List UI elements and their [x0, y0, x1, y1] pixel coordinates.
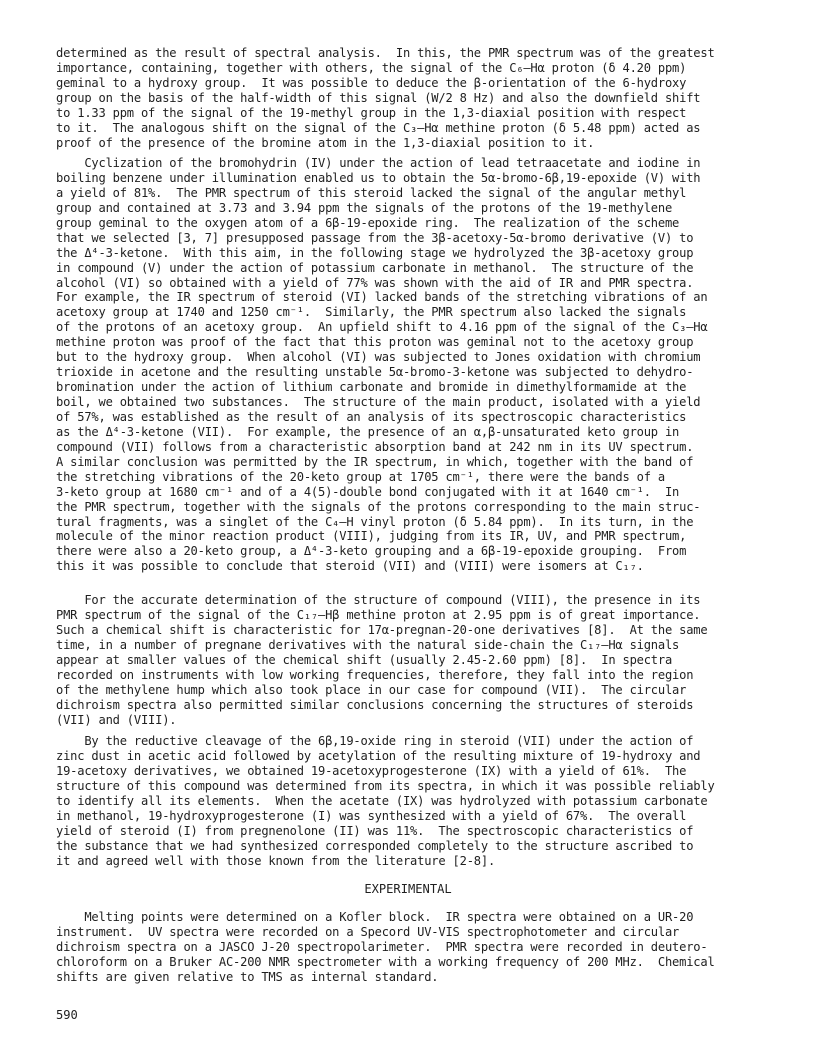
text-line: bromination under the action of lithium carbonate and bromide in dimethylformamide at the [56, 380, 687, 395]
text-line: but to the hydroxy group. When alcohol (VI) was subjected to Jones oxidation with chromium [56, 350, 701, 365]
text-line: proof of the presence of the bromine atom in the 1,3-diaxial position to it. [56, 135, 595, 150]
paragraph-spectral-analysis [56, 46, 760, 151]
text-line: compound (VII) follows from a characteristic absorption band at 242 nm in its UV spectrum. [56, 439, 694, 454]
text-line: group on the basis of the half-width of this signal (W/2 8 Hz) and also the downfield shift [56, 90, 701, 105]
text-line: determined as the result of spectral analysis. In this, the PMR spectrum was of the greatest [56, 46, 715, 60]
text-line: alcohol (VI) so obtained with a yield of 77% was shown with the aid of IR and PMR spectra. [56, 275, 694, 290]
text-line: the PMR spectrum, together with the signals of the protons corresponding to the main struc- [56, 499, 701, 514]
text-line: geminal to a hydroxy group. It was possible to deduce the β-orientation of the 6-hydroxy [56, 75, 687, 90]
text-line: to identify all its elements. When the acetate (IX) was hydrolyzed with potassium carbonate [56, 793, 708, 808]
text-line: time, in a number of pregnane derivatives with the natural side-chain the C₁₇–Hα signals [56, 637, 680, 652]
text-line: chloroform on a Bruker AC-200 NMR spectrometer with a working frequency of 200 MHz. Chemical [56, 954, 715, 969]
text-line: group and contained at 3.73 and 3.94 ppm the signals of the protons of the 19-methylene [56, 200, 673, 215]
text-line: shifts are given relative to TMS as internal standard. [56, 969, 439, 984]
text-line: to it. The analogous shift on the signal of the C₃–Hα methine proton (δ 5.48 ppm) acted as [56, 120, 701, 135]
text-line: the Δ⁴-3-ketone. With this aim, in the following stage we hydrolyzed the 3β-acetoxy group [56, 245, 694, 260]
text-line: Cyclization of the bromohydrin (IV) under the action of lead tetraacetate and iodine in [56, 156, 701, 170]
page-number: 590 [56, 1008, 78, 1022]
text-line: methine proton was proof of the fact that this proton was geminal not to the acetoxy group [56, 335, 694, 350]
text-line: zinc dust in acetic acid followed by acetylation of the resulting mixture of 19-hydroxy and [56, 748, 701, 763]
text-line: a yield of 81%. The PMR spectrum of this steroid lacked the signal of the angular methyl [56, 185, 687, 200]
text-line: For the accurate determination of the structure of compound (VIII), the presence in its [56, 593, 701, 607]
text-line: in methanol, 19-hydroxyprogesterone (I) was synthesized with a yield of 67%. The overall [56, 808, 687, 823]
text-line: of the protons of an acetoxy group. An upfield shift to 4.16 ppm of the signal of the C₃–Hα [56, 320, 708, 335]
text-line: molecule of the minor reaction product (VIII), judging from its IR, UV, and PMR spectrum, [56, 529, 687, 544]
paragraph-cyclization [56, 156, 760, 574]
text-line: recorded on instruments with low working frequencies, therefore, they fall into the region [56, 667, 694, 682]
text-line: yield of steroid (I) from pregnenolone (II) was 11%. The spectroscopic characteristics of [56, 823, 694, 838]
text-line: PMR spectrum of the signal of the C₁₇–Hβ methine proton at 2.95 ppm is of great importance. [56, 607, 701, 622]
text-line: it and agreed well with those known from the literature [2-8]. [56, 853, 496, 868]
text-line: of 57%, was established as the result of an analysis of its spectroscopic characteristics [56, 409, 687, 424]
text-line: to 1.33 ppm of the signal of the 19-methyl group in the 1,3-diaxial position with respect [56, 105, 687, 120]
text-line: structure of this compound was determined from its spectra, in which it was possible reliably [56, 778, 715, 793]
text-line: the stretching vibrations of the 20-keto group at 1705 cm⁻¹, there were the bands of a [56, 469, 665, 484]
text-line: of the methylene hump which also took place in our case for compound (VII). The circular [56, 682, 687, 697]
text-line: 19-acetoxy derivatives, we obtained 19-acetoxyprogesterone (IX) with a yield of 61%. The [56, 763, 687, 778]
section-heading-experimental: EXPERIMENTAL [364, 882, 452, 896]
text-line: boil, we obtained two substances. The structure of the main product, isolated with a yield [56, 395, 701, 409]
text-line: A similar conclusion was permitted by the IR spectrum, in which, together with the band of [56, 454, 694, 469]
text-line: in compound (V) under the action of potassium carbonate in methanol. The structure of the [56, 260, 694, 275]
text-line: Such a chemical shift is characteristic for 17α-pregnan-20-one derivatives [8]. At the same [56, 622, 708, 637]
text-line: tural fragments, was a singlet of the C₄–H vinyl proton (δ 5.84 ppm). In its turn, in the [56, 514, 694, 529]
text-line: instrument. UV spectra were recorded on a Specord UV-VIS spectrophotometer and circular [56, 924, 680, 939]
text-line: dichroism spectra on a JASCO J-20 spectropolarimeter. PMR spectra were recorded in deutero- [56, 939, 708, 954]
text-line: trioxide in acetone and the resulting unstable 5α-bromo-3-ketone was subjected to dehydro- [56, 365, 694, 380]
text-line: as the Δ⁴-3-ketone (VII). For example, the presence of an α,β-unsaturated keto group in [56, 424, 680, 439]
text-line: Melting points were determined on a Kofler block. IR spectra were obtained on a UR-20 [56, 910, 694, 924]
text-line: the substance that we had synthesized corresponded completely to the structure ascribed to [56, 838, 694, 853]
text-line: importance, containing, together with others, the signal of the C₆–Hα proton (δ 4.20 ppm) [56, 60, 687, 75]
text-line: dichroism spectra also permitted similar conclusions concerning the structures of steroids [56, 697, 694, 712]
text-line: (VII) and (VIII). [56, 712, 177, 727]
paragraph-accurate-determination [56, 593, 760, 727]
text-line: this it was possible to conclude that steroid (VII) and (VIII) were isomers at C₁₇. [56, 559, 644, 574]
text-line: By the reductive cleavage of the 6β,19-oxide ring in steroid (VII) under the action of [56, 734, 694, 748]
text-line: there were also a 20-keto group, a Δ⁴-3-keto grouping and a 6β-19-epoxide grouping. From [56, 544, 687, 559]
paragraph-reductive-cleavage [56, 734, 760, 868]
text-line: 3-keto group at 1680 cm⁻¹ and of a 4(5)-double bond conjugated with it at 1640 cm⁻¹. In [56, 484, 680, 499]
text-line: acetoxy group at 1740 and 1250 cm⁻¹. Similarly, the PMR spectrum also lacked the signals [56, 305, 687, 320]
text-line: appear at smaller values of the chemical shift (usually 2.45-2.60 ppm) [8]. In spectra [56, 652, 673, 667]
paragraph-experimental [56, 910, 760, 985]
text-line: boiling benzene under illumination enabled us to obtain the 5α-bromo-6β,19-epoxide (V) with [56, 170, 701, 185]
text-line: group geminal to the oxygen atom of a 6β-19-epoxide ring. The realization of the scheme [56, 215, 680, 230]
text-line: that we selected [3, 7] presupposed passage from the 3β-acetoxy-5α-bromo derivative (V) to [56, 230, 694, 245]
text-line: For example, the IR spectrum of steroid (VI) lacked bands of the stretching vibrations of an [56, 290, 708, 305]
